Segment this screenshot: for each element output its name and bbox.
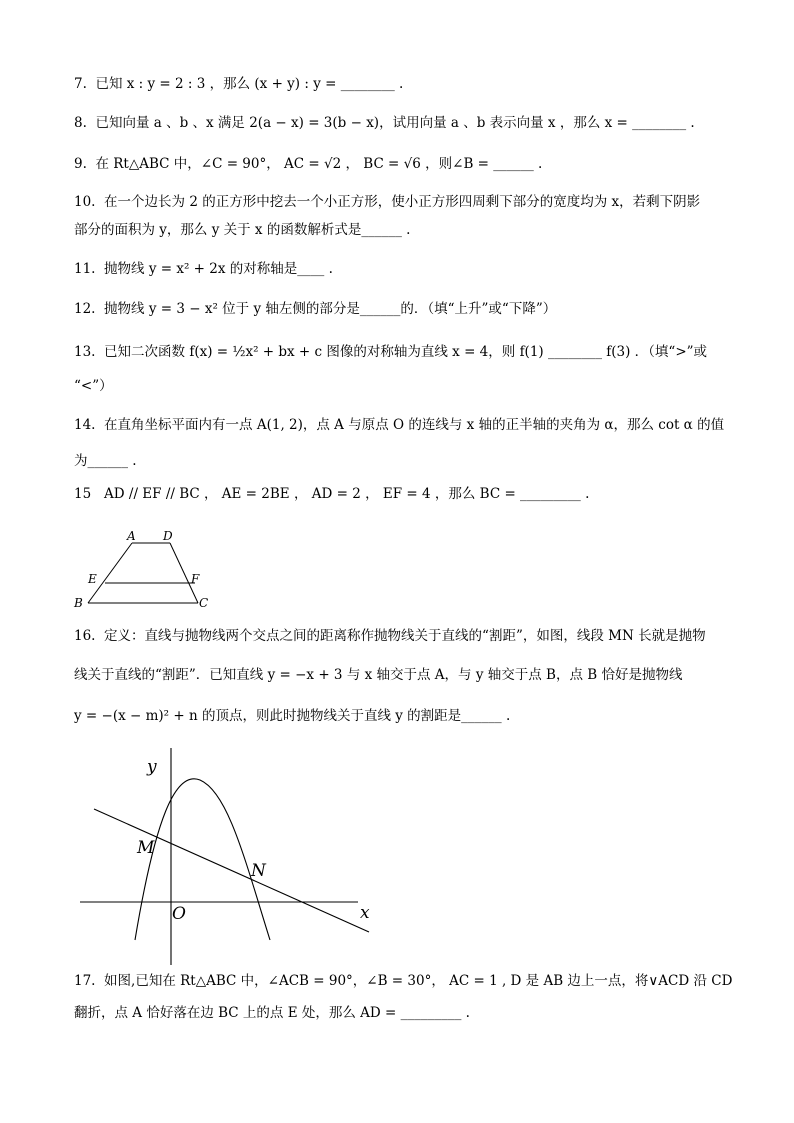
secant-line (94, 809, 369, 932)
question-16-line1: 16. 定义：直线与抛物线两个交点之间的距离称作抛物线关于直线的“割距”，如图，线段 MN 长就是抛物 (74, 628, 706, 644)
label-m: M (137, 838, 155, 858)
question-8: 8. 已知向量 a 、b 、x 满足 2(a − x) = 3(b − x)，试用向量 a 、b 表示向量 x ，那么 x = ________ . (74, 115, 695, 131)
question-16-line3: y = −(x − m)² + n 的顶点，则此时抛物线关于直线 y 的割距是______ . (74, 708, 511, 724)
label-y-axis: y (147, 757, 157, 777)
label-d: D (163, 529, 173, 543)
question-10-line2: 部分的面积为 y，那么 y 关于 x 的函数解析式是______ . (74, 222, 411, 238)
label-n: N (251, 861, 266, 881)
question-16-line2: 线关于直线的“割距”．已知直线 y = −x + 3 与 x 轴交于点 A，与 y 轴交于点 B，点 B 恰好是抛物线 (74, 667, 683, 683)
label-x-axis: x (360, 903, 370, 923)
question-10-line1: 10. 在一个边长为 2 的正方形中挖去一个小正方形，使小正方形四周剩下部分的宽度均为 x，若剩下阴影 (74, 194, 701, 210)
question-14-line1: 14. 在直角坐标平面内有一点 A(1, 2)，点 A 与原点 O 的连线与 x 轴的正半轴的夹角为 α，那么 cot α 的值 (74, 417, 725, 433)
question-13-line2: “<”） (74, 378, 113, 394)
question-15: 15 AD // EF // BC ， AE = 2BE ， AD = 2 ， EF = 4 ，那么 BC = _________ . (74, 486, 590, 502)
question-17-line1: 17. 如图,已知在 Rt△ABC 中，∠ACB = 90°，∠B = 30°， AC = 1 , D 是 AB 边上一点，将∨ACD 沿 CD (74, 973, 733, 989)
question-17-line2: 翻折，点 A 恰好落在边 BC 上的点 E 处，那么 AD = _________ . (74, 1005, 470, 1021)
label-a: A (127, 529, 136, 543)
label-c: C (199, 596, 209, 610)
question-14-line2: 为______ . (74, 453, 137, 469)
question-7: 7. 已知 x : y = 2 : 3 ，那么 (x + y) : y = ________ . (74, 76, 404, 92)
label-e: E (88, 572, 97, 586)
question-12: 12. 抛物线 y = 3 − x² 位于 y 轴左侧的部分是______的．（填“上升”或“下降”） (74, 301, 557, 317)
label-f: F (191, 572, 200, 586)
question-13-line1: 13. 已知二次函数 f(x) = ½x² + bx + c 图像的对称轴为直线 x = 4，则 f(1) ________ f(3) ．（填“>”或 (74, 344, 708, 360)
label-o: O (172, 904, 186, 924)
label-b: B (74, 596, 83, 610)
question-9: 9. 在 Rt△ABC 中，∠C = 90°， AC = √2 ， BC = √6 ，则∠B = ______ . (74, 156, 543, 172)
parabola-curve (135, 779, 270, 940)
question-11: 11. 抛物线 y = x² + 2x 的对称轴是____ . (74, 261, 333, 277)
